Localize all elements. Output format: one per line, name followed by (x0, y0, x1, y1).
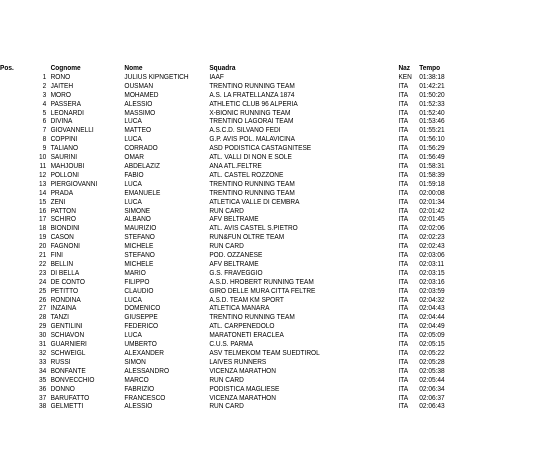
cell-pos: 26 (39, 294, 47, 304)
cell-nat: ITA (398, 214, 409, 224)
cell-name: FEDERICO (124, 321, 159, 331)
header-team: Squadra (209, 63, 236, 72)
cell-nat: ITA (398, 392, 409, 402)
cell-time: 01:56:29 (419, 143, 445, 153)
cell-nat: ITA (398, 178, 409, 188)
cell-surname: DIVINA (50, 116, 73, 126)
cell-nat: ITA (398, 89, 409, 99)
cell-nat: ITA (398, 169, 409, 179)
cell-pos: 19 (39, 232, 47, 242)
cell-time: 02:01:45 (419, 214, 445, 224)
cell-name: FABRIZIO (124, 383, 155, 393)
cell-pos: 22 (39, 258, 47, 268)
cell-nat: ITA (398, 285, 409, 295)
cell-nat: ITA (398, 374, 409, 384)
cell-surname: JAITEH (50, 80, 74, 90)
cell-name: LUCA (124, 330, 142, 340)
cell-nat: ITA (398, 267, 409, 277)
cell-nat: ITA (398, 223, 409, 233)
cell-team: A.S. LA FRATELLANZA 1874 (209, 89, 295, 99)
cell-team: VICENZA MARATHON (209, 365, 276, 375)
cell-pos: 32 (39, 348, 47, 357)
cell-name: MICHELE (124, 258, 154, 268)
cell-nat: ITA (398, 125, 409, 135)
cell-team: ATL. CARPENEDOLO (209, 321, 275, 331)
cell-name: MARIO (124, 267, 146, 277)
cell-pos: 16 (39, 205, 47, 215)
cell-pos: 31 (39, 339, 47, 349)
header-surname: Cognome (50, 63, 81, 72)
cell-surname: FAGNONI (50, 241, 80, 251)
cell-name: FRANCESCO (124, 392, 166, 402)
cell-team: TRENTINO RUNNING TEAM (209, 312, 295, 322)
cell-surname: TANZI (50, 312, 69, 322)
cell-time: 01:42:21 (419, 80, 445, 90)
cell-nat: ITA (398, 330, 409, 340)
cell-time: 02:03:16 (419, 276, 445, 286)
cell-nat: ITA (398, 294, 409, 304)
cell-nat: ITA (398, 107, 409, 117)
cell-time: 01:58:39 (419, 169, 445, 179)
cell-team: PODISTICA MAGLIESE (209, 383, 280, 393)
cell-time: 01:56:49 (419, 152, 445, 162)
cell-nat: ITA (398, 401, 409, 411)
cell-pos: 10 (39, 152, 47, 162)
cell-time: 02:06:34 (419, 383, 445, 393)
cell-nat: ITA (398, 187, 409, 197)
cell-pos: 27 (39, 303, 47, 313)
cell-nat: ITA (398, 383, 409, 393)
cell-team: C.U.S. PARMA (209, 339, 254, 349)
cell-nat: ITA (398, 196, 409, 206)
cell-time: 01:56:10 (419, 134, 445, 144)
table-row (0, 402, 459, 411)
cell-pos: 5 (42, 107, 47, 117)
cell-name: LUCA (124, 196, 142, 206)
cell-name: UMBERTO (124, 339, 157, 349)
cell-nat: ITA (398, 356, 409, 366)
cell-pos: 25 (39, 285, 47, 295)
cell-pos: 30 (39, 330, 47, 340)
results-table (0, 64, 459, 411)
cell-surname: RUSSI (50, 356, 71, 366)
cell-surname: PASSERA (50, 98, 81, 108)
cell-pos: 4 (42, 98, 47, 108)
header-nat: Naz (398, 63, 411, 72)
cell-time: 02:04:49 (419, 321, 445, 331)
cell-nat: ITA (398, 303, 409, 313)
cell-name: LUCA (124, 178, 142, 188)
cell-team: MARATONETI ERACLEA (209, 330, 284, 340)
cell-pos: 24 (39, 276, 47, 286)
cell-nat: ITA (398, 80, 409, 90)
cell-pos: 9 (42, 143, 47, 153)
cell-nat: ITA (398, 321, 409, 331)
cell-nat: KEN (398, 71, 412, 81)
cell-pos: 6 (42, 116, 47, 126)
cell-time: 02:04:32 (419, 294, 445, 304)
cell-nat: ITA (398, 339, 409, 349)
cell-time: 02:04:44 (419, 312, 445, 322)
cell-time: 01:52:40 (419, 107, 445, 117)
cell-team: AFV BELTRAME (209, 258, 259, 268)
cell-pos: 28 (39, 312, 47, 322)
cell-surname: DONNO (50, 383, 75, 393)
cell-nat: ITA (398, 205, 409, 215)
cell-time: 02:03:15 (419, 267, 445, 277)
cell-time: 02:02:43 (419, 241, 445, 251)
cell-surname: RONO (50, 71, 71, 81)
cell-time: 02:05:22 (419, 348, 445, 357)
cell-surname: MORO (50, 89, 71, 99)
cell-name: LUCA (124, 134, 142, 144)
cell-surname: GIOVANNELLI (50, 125, 94, 135)
cell-team: ANA ATL.FELTRE (209, 160, 262, 170)
cell-team: GIRO DELLE MURA CITTA FELTRE (209, 285, 316, 295)
cell-name: CLAUDIO (124, 285, 154, 295)
cell-name: STEFANO (124, 250, 155, 260)
cell-pos: 17 (39, 214, 47, 224)
cell-pos: 12 (39, 169, 47, 179)
cell-nat: ITA (398, 250, 409, 260)
header-name: Nome (124, 63, 143, 72)
cell-surname: PETITTO (50, 285, 79, 295)
cell-time: 02:03:59 (419, 285, 445, 295)
cell-pos: 21 (39, 250, 47, 260)
cell-name: LUCA (124, 116, 142, 126)
header-time: Tempo (419, 63, 441, 72)
cell-time: 02:06:37 (419, 392, 445, 402)
cell-name: MAURIZIO (124, 223, 157, 233)
cell-team: G.P. AVIS POL. MALAVICINA (209, 134, 295, 144)
cell-nat: ITA (398, 312, 409, 322)
cell-nat: ITA (398, 232, 409, 242)
cell-surname: GELMETTI (50, 401, 84, 411)
cell-team: RUN CARD (209, 241, 244, 251)
cell-team: RUN&FUN OLTRE TEAM (209, 232, 285, 242)
cell-nat: ITA (398, 348, 409, 357)
cell-team: IAAF (209, 71, 224, 81)
cell-surname: SCHWEIGL (50, 348, 86, 357)
cell-nat: ITA (398, 152, 409, 162)
cell-pos: 29 (39, 321, 47, 331)
cell-surname: BIONDINI (50, 223, 80, 233)
cell-surname: INZAINA (50, 303, 77, 313)
cell-team: TRENTINO RUNNING TEAM (209, 80, 295, 90)
cell-team: A.S.D. TEAM KM SPORT (209, 294, 284, 304)
cell-surname: RONDINA (50, 294, 81, 304)
cell-nat: ITA (398, 98, 409, 108)
cell-team: ATL. VALLI DI NON E SOLE (209, 152, 292, 162)
cell-team: ASV TELMEKOM TEAM SUEDTIROL (209, 348, 320, 357)
cell-pos: 15 (39, 196, 47, 206)
cell-time: 02:05:38 (419, 365, 445, 375)
cell-name: OMAR (124, 152, 144, 162)
cell-team: TRENTINO RUNNING TEAM (209, 187, 295, 197)
cell-pos: 3 (42, 89, 47, 99)
cell-time: 02:05:09 (419, 330, 445, 340)
cell-nat: ITA (398, 241, 409, 251)
cell-name: SIMONE (124, 205, 151, 215)
cell-name: CORRADO (124, 143, 158, 153)
cell-team: RUN CARD (209, 374, 244, 384)
cell-time: 01:58:31 (419, 160, 445, 170)
cell-name: MICHELE (124, 241, 154, 251)
cell-name: STEFANO (124, 232, 155, 242)
cell-time: 02:06:43 (419, 401, 445, 411)
cell-pos: 20 (39, 241, 47, 251)
cell-pos: 2 (42, 80, 47, 90)
cell-surname: BONVECCHIO (50, 374, 95, 384)
cell-pos: 33 (39, 356, 47, 366)
cell-team: RUN CARD (209, 401, 244, 411)
cell-surname: FINI (50, 250, 63, 260)
cell-surname: COPPINI (50, 134, 78, 144)
cell-pos: 23 (39, 267, 47, 277)
cell-time: 02:03:11 (419, 258, 445, 268)
cell-team: TRENTINO LAGORAI TEAM (209, 116, 294, 126)
cell-nat: ITA (398, 258, 409, 268)
cell-team: POD. OZZANESE (209, 250, 263, 260)
cell-name: OUSMAN (124, 80, 154, 90)
cell-name: ALESSIO (124, 401, 153, 411)
cell-time: 01:55:21 (419, 125, 445, 135)
cell-nat: ITA (398, 276, 409, 286)
cell-name: ALBANO (124, 214, 151, 224)
cell-name: JULIUS KIPNGETICH (124, 71, 189, 81)
cell-name: MARCO (124, 374, 149, 384)
cell-surname: MAHJOUBI (50, 160, 85, 170)
cell-time: 01:50:20 (419, 89, 445, 99)
cell-name: MOHAMED (124, 89, 159, 99)
cell-name: ALESSANDRO (124, 365, 170, 375)
cell-pos: 18 (39, 223, 47, 233)
cell-time: 01:53:46 (419, 116, 445, 126)
cell-team: LAIVES RUNNERS (209, 356, 267, 366)
cell-team: AFV BELTRAME (209, 214, 259, 224)
cell-pos: 13 (39, 178, 47, 188)
cell-surname: POLLONI (50, 169, 79, 179)
cell-team: ATL. AVIS CASTEL S.PIETRO (209, 223, 298, 233)
cell-time: 02:01:42 (419, 205, 445, 215)
cell-pos: 37 (39, 392, 47, 402)
cell-team: ATL. CASTEL ROZZONE (209, 169, 284, 179)
cell-team: TRENTINO RUNNING TEAM (209, 178, 295, 188)
cell-nat: ITA (398, 116, 409, 126)
cell-time: 02:05:44 (419, 374, 445, 384)
cell-time: 02:04:43 (419, 303, 445, 313)
cell-name: LUCA (124, 294, 142, 304)
cell-team: ATHLETIC CLUB 96 ALPERIA (209, 98, 298, 108)
cell-nat: ITA (398, 134, 409, 144)
cell-time: 02:05:15 (419, 339, 445, 349)
cell-surname: BONFANTE (50, 365, 86, 375)
cell-name: FILIPPO (124, 276, 150, 286)
cell-pos: 7 (42, 125, 47, 135)
cell-surname: PATTON (50, 205, 76, 215)
cell-pos: 1 (42, 71, 47, 81)
cell-team: RUN CARD (209, 205, 244, 215)
cell-pos: 34 (39, 365, 47, 375)
cell-name: SIMON (124, 356, 146, 366)
cell-surname: DI BELLA (50, 267, 80, 277)
cell-surname: DE CONTO (50, 276, 85, 286)
cell-name: GIUSEPPE (124, 312, 158, 322)
cell-name: ABDELAZIZ (124, 160, 160, 170)
cell-pos: 14 (39, 187, 47, 197)
cell-surname: PRADA (50, 187, 74, 197)
cell-time: 02:05:28 (419, 356, 445, 366)
cell-name: MATTEO (124, 125, 152, 135)
cell-surname: CASON (50, 232, 74, 242)
cell-time: 01:59:18 (419, 178, 445, 188)
cell-nat: ITA (398, 365, 409, 375)
header-pos: Pos. (0, 63, 14, 72)
cell-surname: LEONARDI (50, 107, 84, 117)
cell-surname: SCHIRO (50, 214, 76, 224)
cell-team: A.S.C.D. SILVANO FEDI (209, 125, 281, 135)
cell-surname: SCHIAVON (50, 330, 85, 340)
cell-name: MASSIMO (124, 107, 156, 117)
cell-surname: SAURINI (50, 152, 78, 162)
cell-surname: GUARNIERI (50, 339, 87, 349)
cell-pos: 35 (39, 374, 47, 384)
cell-name: ALESSIO (124, 98, 153, 108)
cell-time: 02:02:23 (419, 232, 445, 242)
cell-time: 02:00:08 (419, 187, 445, 197)
cell-pos: 11 (39, 160, 47, 170)
cell-nat: ITA (398, 143, 409, 153)
cell-pos: 38 (39, 401, 47, 411)
cell-team: ATLETICA MANARA (209, 303, 270, 313)
cell-pos: 8 (42, 134, 47, 144)
cell-pos: 36 (39, 383, 47, 393)
cell-time: 01:52:33 (419, 98, 445, 108)
cell-surname: BELLIN (50, 258, 74, 268)
cell-name: ALEXANDER (124, 348, 164, 357)
cell-time: 02:02:06 (419, 223, 445, 233)
cell-surname: ZENI (50, 196, 66, 206)
cell-time: 01:38:18 (419, 71, 445, 81)
cell-nat: ITA (398, 160, 409, 170)
cell-surname: TALIANO (50, 143, 79, 153)
cell-name: EMANUELE (124, 187, 161, 197)
cell-team: ASD PODISTICA CASTAGNITESE (209, 143, 312, 153)
cell-name: FABIO (124, 169, 144, 179)
cell-time: 02:03:06 (419, 250, 445, 260)
cell-team: A.S.D. HROBERT RUNNING TEAM (209, 276, 314, 286)
cell-surname: BARUFATTO (50, 392, 90, 402)
cell-name: DOMENICO (124, 303, 161, 313)
cell-team: ATLETICA VALLE DI CEMBRA (209, 196, 300, 206)
cell-time: 02:01:34 (419, 196, 445, 206)
cell-surname: PIERGIOVANNI (50, 178, 98, 188)
cell-surname: GENTILINI (50, 321, 83, 331)
cell-team: VICENZA MARATHON (209, 392, 276, 402)
cell-team: G.S. FRAVEGGIO (209, 267, 263, 277)
cell-team: X-BIONIC RUNNING TEAM (209, 107, 291, 117)
